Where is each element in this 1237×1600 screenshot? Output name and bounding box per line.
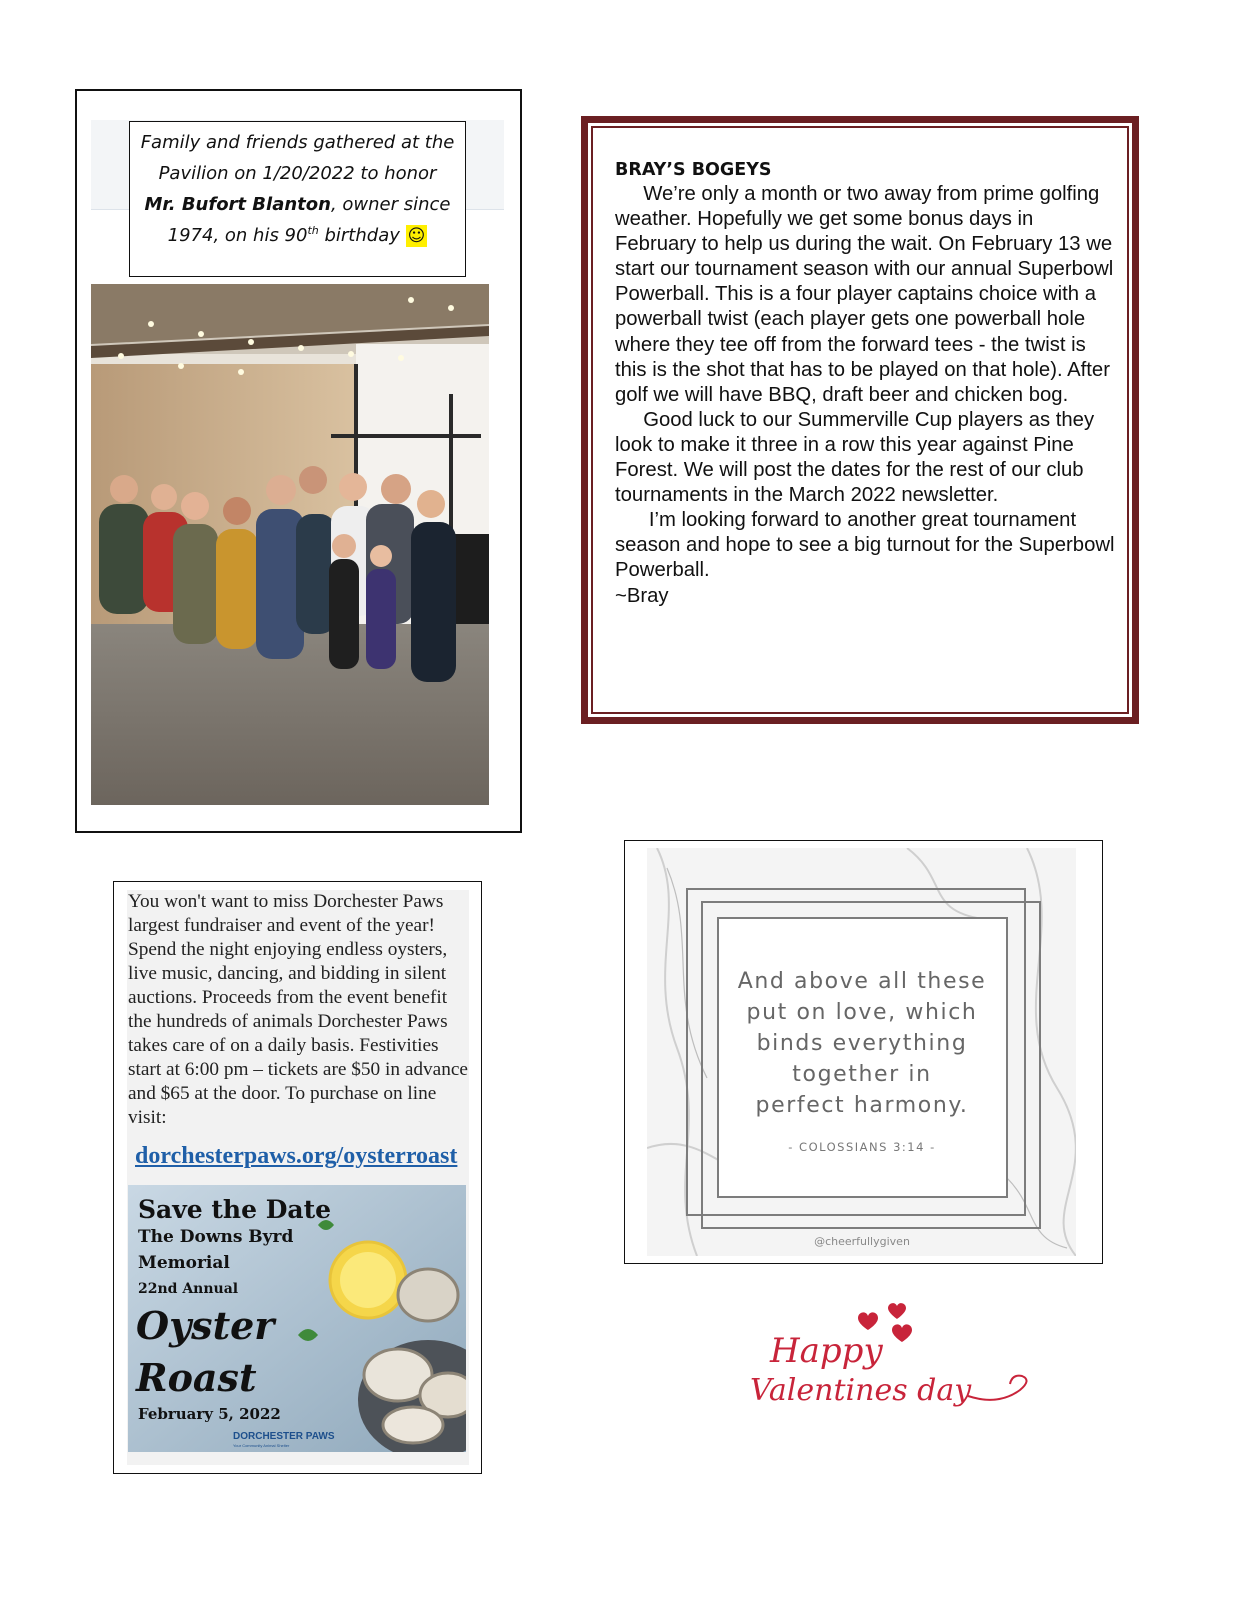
caption-line: 1974, on his 90 [167,225,308,246]
flyer-line: Memorial [138,1253,230,1273]
ordinal-suffix: th [307,224,319,237]
caption-line: Pavilion on 1/20/2022 to honor [158,163,437,184]
flyer-line: The Downs Byrd [138,1227,294,1247]
valentine-line: Valentines day [750,1373,972,1408]
bogeys-paragraph: Good luck to our Summerville Cup players as they look to make it three in a row this year against Pine Forest. We will post the dates for the rest of our club tournaments in the March 2022 newsletter. [615,408,1100,507]
valentine-line: Happy [770,1331,883,1371]
smiley-icon: ☺ [407,226,426,246]
bogeys-paragraph: I’m looking forward to another great tournament season and hope to see a big turnout for the Superbowl Powerball. [615,509,1121,582]
verse-text [719,966,1005,1121]
flyer-headline: Save the Date [138,1195,332,1224]
bogeys-signature: ~Bray [615,584,669,607]
flyer-title-word: Oyster [136,1303,275,1348]
bogeys-article [615,158,1121,609]
flyer-org-tagline: Your Community Animal Shelter [233,1443,290,1448]
caption-line: birthday [318,225,406,246]
flyer-org-name [233,1431,335,1442]
birthday-caption [129,121,466,277]
valentine-graphic [740,1300,1050,1425]
verse-line: put on love, which [746,1000,978,1025]
verse-line: perfect harmony. [755,1093,969,1118]
org-name-part: DORCHESTER [233,1431,304,1442]
caption-line: Family and friends gathered at the [140,132,455,153]
verse-reference: - COLOSSIANS 3:14 - [788,1140,936,1154]
org-name-part: PAWS [305,1431,335,1442]
oyster-description: You won't want to miss Dorchester Paws largest fundraiser and event of the year! Spend the night enjoying endless oysters, live music, dancing, and bidding in silent auctions. Proceeds from the event benefit the hundreds of animals Dorchester Paws takes care of on a daily basis. Festivities start at 6:00 pm – tickets are $50 in advance and $65 at the door. To purchase on line visit: [128,891,468,1128]
honoree-name: Mr. Bufort Blanton [144,194,331,215]
oyster-roast-link[interactable]: dorchesterpaws.org/oysterroast [135,1143,458,1169]
flyer-title-word: Roast [136,1355,257,1400]
verse-handle: @cheerfullygiven [814,1235,910,1248]
verse-line: binds everything [756,1031,968,1056]
bogeys-paragraph: We’re only a month or two away from prime golfing weather. Hopefully we get some bonus days in February to help us during the wait. On February 13 we start our tournament season with our annual Superbowl Powerball. This is a four player captains choice with a powerball twist (each player gets one powerball hole where they tee off from the forward tees - the twist is this is the shot that has to be played on that hole). After golf we will have BBQ, draft beer and chicken bog. [615,183,1119,406]
verse-line: And above all these [737,969,987,994]
bogeys-title: BRAY’S BOGEYS [615,160,772,180]
group-photo-icon [91,284,489,805]
oyster-roast-flyer [128,1185,466,1452]
verse-line: together in [792,1062,932,1087]
flyer-line: 22nd Annual [138,1281,239,1297]
caption-line: , owner since [330,194,451,215]
flyer-date: February 5, 2022 [138,1405,281,1423]
